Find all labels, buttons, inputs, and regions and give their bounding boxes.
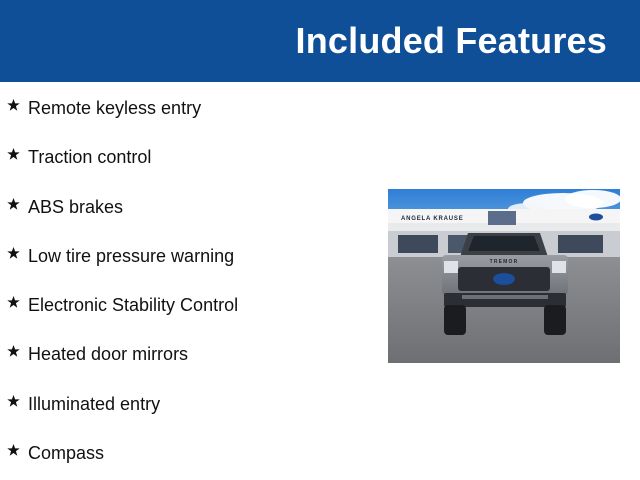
- feature-label: Traction control: [28, 146, 152, 167]
- star-icon: [7, 197, 20, 211]
- feature-item: [7, 145, 151, 169]
- dealership-sign-text: ANGELA KRAUSE: [401, 216, 464, 222]
- page-title: Included Features: [295, 20, 607, 61]
- feature-item: [7, 195, 123, 219]
- feature-item: [7, 293, 238, 317]
- feature-item: [7, 342, 188, 366]
- star-icon: [7, 443, 20, 457]
- feature-item: [7, 244, 234, 268]
- vehicle-photo: [388, 189, 620, 363]
- feature-label: Remote keyless entry: [28, 97, 202, 118]
- star-icon: [7, 147, 20, 161]
- star-icon: [7, 344, 20, 358]
- star-icon: [7, 98, 20, 112]
- feature-label: Electronic Stability Control: [28, 294, 239, 315]
- header-banner: [0, 0, 640, 82]
- feature-item: [7, 441, 104, 465]
- feature-item: [7, 392, 160, 416]
- feature-label: Illuminated entry: [28, 393, 161, 414]
- feature-label: Compass: [28, 442, 105, 463]
- feature-label: Low tire pressure warning: [28, 245, 235, 266]
- star-icon: [7, 246, 20, 260]
- feature-label: Heated door mirrors: [28, 343, 189, 364]
- star-icon: [7, 394, 20, 408]
- feature-label: ABS brakes: [28, 196, 124, 217]
- feature-item: [7, 96, 201, 120]
- star-icon: [7, 295, 20, 309]
- grille-lettering: TREMOR: [489, 259, 519, 265]
